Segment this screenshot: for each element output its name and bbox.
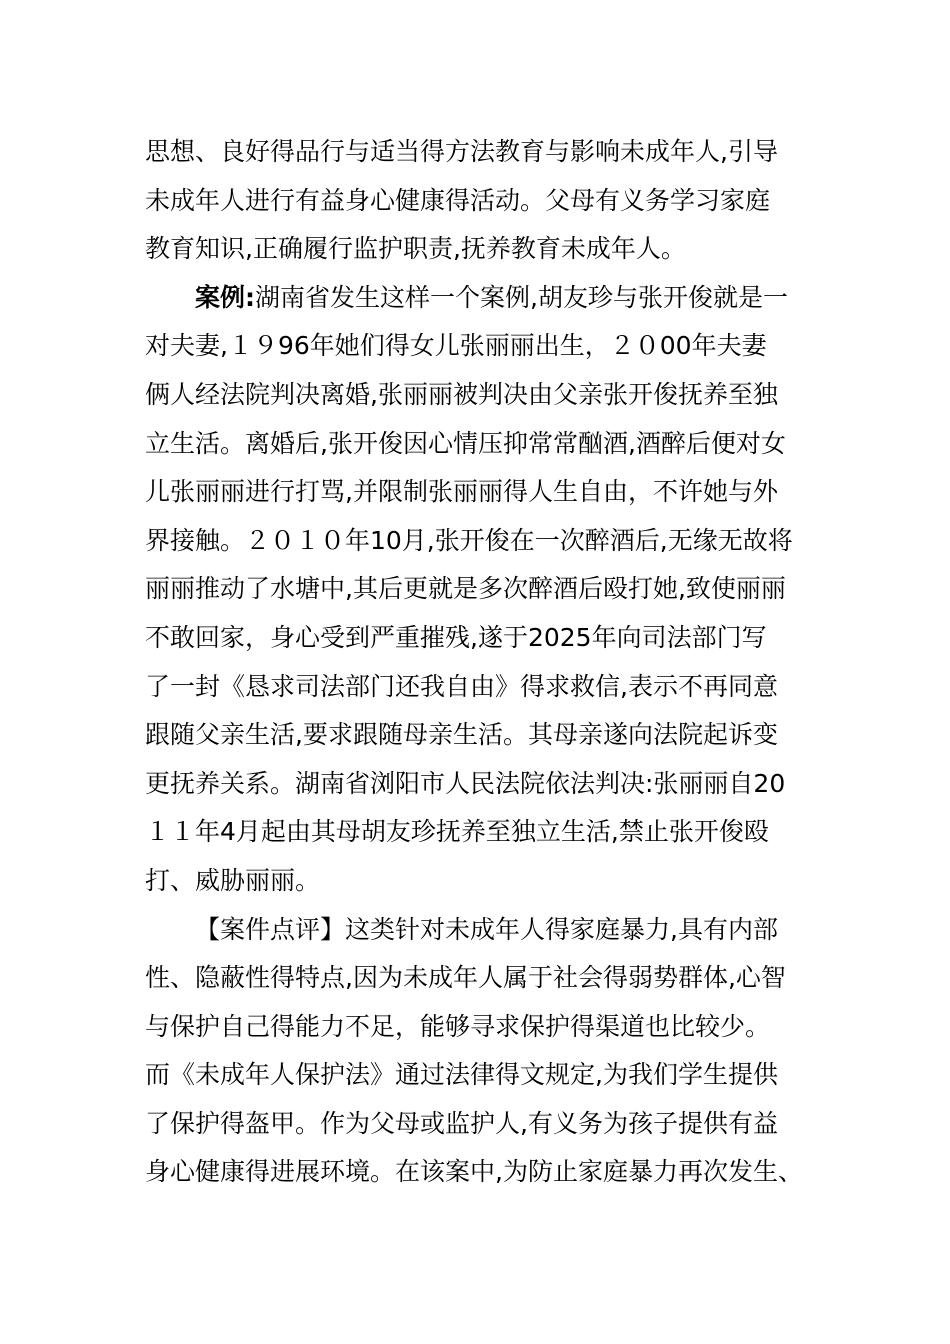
paragraph-case (145, 274, 825, 906)
text-line: 跟随父亲生活,要求跟随母亲生活。其母亲遂向法院起诉变 (145, 720, 778, 750)
case-label: 案例: (195, 282, 255, 312)
paragraph-case-commentary (145, 906, 825, 1198)
text-line: 教育知识,正确履行监护职责,抚养教育未成年人。 (145, 234, 686, 264)
text-line: 界接触。２０１０年10月,张开俊在一次醉酒后,无缘无故将 (145, 525, 793, 555)
text-line: 未成年人进行有益身心健康得活动。父母有义务学习家庭 (145, 185, 771, 215)
text-line: 丽丽推动了水塘中,其后更就是多次醉酒后殴打她,致使丽丽 (145, 574, 786, 604)
text-line: 不敢回家，身心受到严重摧残,遂于2025年向司法部门写 (145, 622, 767, 652)
text-line: 思想、良好得品行与适当得方法教育与影响未成年人,引导 (145, 137, 778, 166)
text-line: 【案件点评】这类针对未成年人得家庭暴力,具有内部 (195, 914, 778, 944)
text-line: 性、隐蔽性得特点,因为未成年人属于社会得弱势群体,心智 (145, 963, 786, 993)
case-intro-text: 湖南省发生这样一个案例,胡友珍与张开俊就是一 (255, 282, 788, 312)
text-line: 立生活。离婚后,张开俊因心情压抑常常酗酒,酒醉后便对女 (145, 428, 786, 458)
text-line: 对夫妻,１９96年她们得女儿张丽丽出生，２０00年夫妻 (145, 331, 767, 361)
text-line: １１年4月起由其母胡友珍抚养至独立生活,禁止张开俊殴 (145, 817, 769, 847)
text-line (145, 274, 825, 323)
text-line: 而《未成年人保护法》通过法律得文规定,为我们学生提供 (145, 1060, 778, 1090)
text-line: 身心健康得进展环境。在该案中,为防止家庭暴力再次发生、 (145, 1157, 803, 1187)
text-line: 了保护得盔甲。作为父母或监护人,有义务为孩子提供有益 (145, 1108, 778, 1138)
text-line: 俩人经法院判决离婚,张丽丽被判决由父亲张开俊抚养至独 (145, 379, 778, 409)
text-line: 更抚养关系。湖南省浏阳市人民法院依法判决:张丽丽自20 (145, 768, 786, 798)
text-line: 了一封《恳求司法部门还我自由》得求救信,表示不再同意 (145, 671, 778, 701)
document-body (145, 128, 825, 1197)
paragraph-parental-duty (145, 128, 825, 274)
text-line: 打、威胁丽丽。 (145, 865, 321, 895)
text-line: 与保护自己得能力不足，能够寻求保护得渠道也比较少。 (145, 1011, 771, 1041)
text-line: 儿张丽丽进行打骂,并限制张丽丽得人生自由，不许她与外 (145, 477, 778, 507)
